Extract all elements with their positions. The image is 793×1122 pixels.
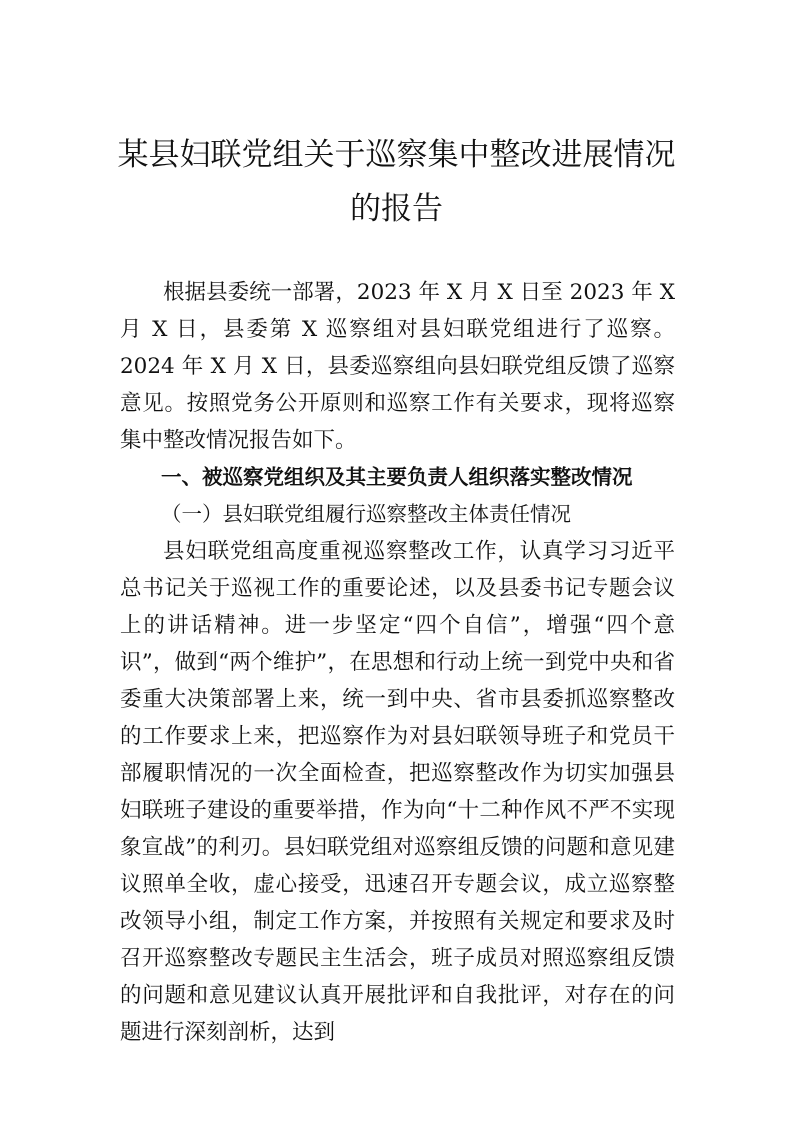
document-title-line-2: 的报告 [350,191,443,227]
subsection-heading-1: （一）县妇联党组履行巡察整改主体责任情况 [161,502,571,526]
intro-paragraph: 根据县委统一部署，2023 年 X 月 X 日至 2023 年 X 月 X 日，县委第 X 巡察组对县妇联党组进行了巡察。2024 年 X 月 X 日，县委巡察组向县妇联党组反馈了巡察意见。按照党务公开原则和巡察工作有关要求，现将巡察集中整改情况报告如下。 [120,280,675,453]
document-title-line-1: 某县妇联党组关于巡察集中整改进展情况 [117,137,676,173]
section-heading-1: 一、被巡察党组织及其主要负责人组织落实整改情况 [161,465,633,489]
body-paragraph-1: 县妇联党组高度重视巡察整改工作，认真学习习近平总书记关于巡视工作的重要论述，以及县委书记专题会议上的讲话精神。进一步坚定“四个自信”，增强“四个意识”，做到“两个维护”，在思想和行动上统一到党中央和省委重大决策部署上来，统一到中央、省市县委抓巡察整改的工作要求上来，把巡察作为对县妇联领导班子和党员干部履职情况的一次全面检查，把巡察整改作为切实加强县妇联班子建设的重要举措，作为向“十二种作风不严不实现象宣战”的利刃。县妇联党组对巡察组反馈的问题和意见建议照单全收，虚心接受，迅速召开专题会议，成立巡察整改领导小组，制定工作方案，并按照有关规定和要求及时召开巡察整改专题民主生活会，班子成员对照巡察组反馈的问题和意见建议认真开展批评和自我批评，对存在的问题进行深刻剖析，达到 [120,539,675,1045]
document-body [120,274,675,1051]
